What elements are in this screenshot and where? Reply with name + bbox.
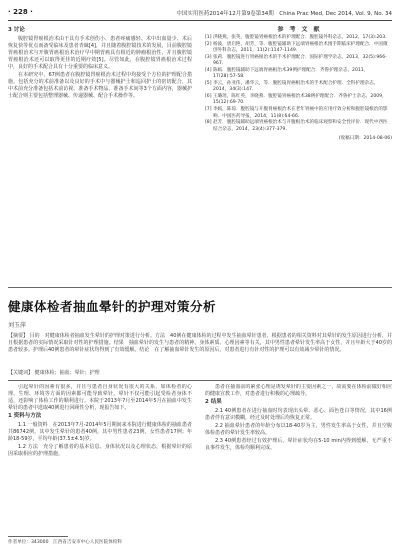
page-number: · 228 · [8, 8, 33, 16]
body-paragraph: 患者在抽血前的紧张心理是诱发晕针的主要因素之一，故需要在体检前做好相应的健康宣教工作，对患者进行积极的心理疏导。 [205, 384, 392, 397]
reference-item: [6] 王璐瑶，陈红英，李晓燕．腹腔镜胃癌根治术38例护理配合．齐鲁护士杂志，2009，15(12):69-70． [205, 94, 387, 106]
body-paragraph: 1.1 一般资料 在2013年7月-2014年5月期间来本院进行健康体检的抽血患者共86742例，其中发生晕针的患者40例，其中男性患者23例，女性患者17例；年龄18-59岁，平均年龄(37.5±4.5)岁。 [8, 422, 192, 442]
section-heading: 3 讨论 [8, 27, 25, 33]
body-right-column [205, 384, 392, 554]
reference-item: [1] 洪晓燕，张英，腹腔镜胃癌根治术的护理配合．腹腔镜外科杂志，2012，17(3):203． [205, 35, 390, 40]
body-paragraph: 2.2 抽血晕针患者的年龄分布以18-40岁为主，男性发生率高于女性，并且空腹体检患者的晕针发生率较高。 [205, 423, 392, 436]
abstract-divider [8, 380, 392, 381]
intro-paragraph: 引起晕针的因素有很多，并且与患者自身状况有很大的关系，如体检者的心理、生理、环境等方面的因素都可能导致晕针。晕针不仅可能引起受检者身体不适，还影响了体检工作的顺利进行。本院于2013年7月至2014年5月在抽血中发生晕针的患者中选取40例进行回顾性分析，现报告如下。 [8, 384, 192, 411]
references-column [205, 26, 392, 282]
reference-item: [5] 李云，孙亚伟，潘华云，等．腹腔镜胃癌根治术的手术配合护理．全科护理杂志，2014，34(3):147． [205, 81, 379, 93]
body-paragraph: 2.1 40例患者在进行抽血时均表现出头晕、恶心、面色苍白等情况，其中16例患者伴有意识模糊，经过及时处理后均恢复正常。 [205, 408, 392, 421]
references-heading: 参 考 文 献 [277, 26, 320, 33]
body-paragraph: 2.3 40例患者经过有效护理后，晕针症状均在5-10 min内得到缓解，无严重不良事件发生，体检均顺利完成。 [205, 438, 392, 451]
footnote-rule [8, 536, 68, 537]
journal-citation: 中国实用医药2014年12月第9卷第34期 China Prac Med, Dec 2014, Vol. 9, No. 34 [176, 11, 392, 17]
running-header [8, 8, 392, 20]
section-heading: 1 资料与方法 [8, 413, 42, 419]
reference-item: [2] 杨波，唐启艳，胡芳，等．腹腔镜辅助下远端胃癌根治术围手期临床护理配合．中国微创外科杂志，2011，11(2):1147-1149． [205, 41, 388, 54]
body-left-column [8, 384, 192, 532]
reference-item: [3] 张莉．腹腔镜进行胃癌根治术的手术护理配合．国际护理学杂志，2013，32(5):966-967． [205, 54, 387, 67]
article-divider [8, 287, 392, 288]
keywords: 【关键词】 健康体检；抽血；晕针；护理 [8, 370, 100, 376]
article-author: 刘玉萍 [8, 322, 27, 329]
section-heading: 2 结果 [205, 399, 222, 405]
abstract: 【摘要】 目的 对健康体检者抽血发生晕针的护理对策进行分析。方法 40例在健康体检的过程中发生抽血晕针患者，根据患者的相关资料对其晕针的发生原因进行分析，并且根据患者的实际情况采取针对性的护理措施。结果 抽血晕针的发生与患者的精神、身体素质、心理因素等有关，其中男性患者晕针发生率高于女性，并且年龄大于40岁的患者较多。护理后40例患者的晕针症状均得到了有效缓解。结论 在了解抽血晕针发生的原因后，对患者进行有针对性的护理可以有效减少晕针的情况。 [8, 333, 392, 353]
discussion-paragraph: 腹腔镜胃癌根治术由于具有手术创伤小、患者疼痛感轻、术中出血量少、术后恢复快等优点而备受临床及患者青睐[4]，并且随着腹腔镜技术的发展，目前腹腔镜胃癌根治术与开腹胃癌根治术治疗早中期胃癌具有相近的肿瘤根治性，并且腹腔镜胃癌根治术还可以取得更佳的近期疗效[5]。尽管如此，在腹腔镜胃癌根治术过程中，良好的手术配合具有十分重要的临床意义。 [8, 36, 192, 70]
article-title: 健康体检者抽血晕针的护理对策分析 [8, 299, 217, 314]
discussion-column [8, 26, 192, 282]
reference-item: [4] 陈嫣．腹腔镜辅助下远端胃癌根治术39例护理配合．齐鲁护理杂志，2011，17(28):57-58． [205, 67, 369, 80]
body-paragraph: 1.2 方法 充分了解患者的基本信息、身体状况以及心理状态，根据晕针的原因采取相应的护理措施。 [8, 444, 192, 457]
reference-item: [8] 赵芳．腹腔镜辅助远端胃癌根治术与开腹根治术的临床观察和安全性评价．现代中西医结合杂志，2014，23(4):377-379． [205, 120, 388, 132]
discussion-paragraph: 在本研究中，67例患者在腹腔镜胃癌根治术过程中均接受个方位的护理配合措施，包括充分的术前准备以及良好的手术中与器械护士和巡回护士的密切配合，其中术前充分准备包括术前访视、准备手术物品、准备手术间等3个方面内容，器械护士配合则主要包括整理器械、传递器械、配合手术操作等。 [8, 72, 192, 99]
author-affiliation: 作者单位：343000 江西省吉安市中心人民医院体检科 [8, 540, 123, 545]
reference-item: [7] 李嫣，陈琼．腹腔镜与开腹胃癌根治术在老年胃癌中的应用疗效分析和腹腔镜根治的影响．中国医药导报，2014，11(8):64-66． [205, 107, 388, 119]
received-date: (收稿日期：2014-08-06) [338, 135, 392, 141]
header-rule [8, 20, 392, 21]
